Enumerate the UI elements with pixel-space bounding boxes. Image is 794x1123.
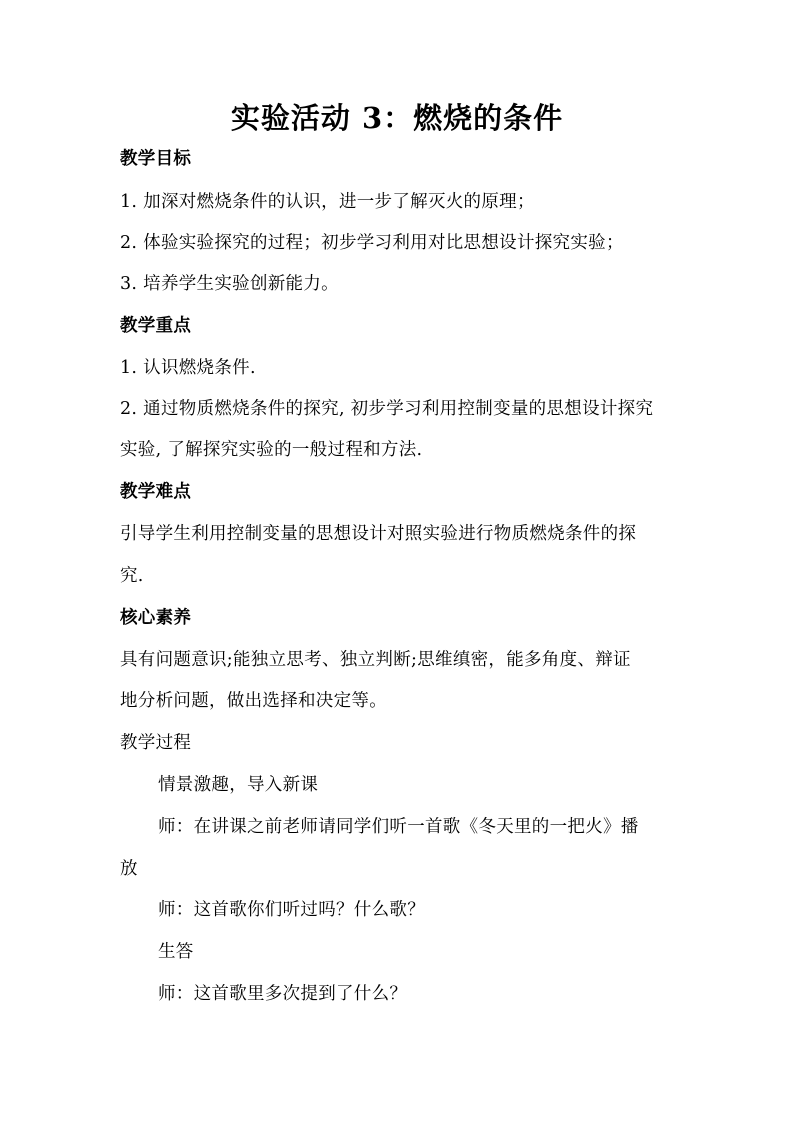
- section-heading-core-literacy: 核心素养: [120, 608, 192, 628]
- process-line: 师：在讲课之前老师请同学们听一首歌《冬天里的一把火》播: [158, 817, 639, 837]
- key-point-item: 2. 通过物质燃烧条件的探究, 初步学习利用控制变量的思想设计探究: [120, 399, 654, 419]
- objective-item: 2. 体验实验探究的过程；初步学习利用对比思想设计探究实验；: [120, 233, 624, 253]
- difficulty-line: 究.: [120, 566, 144, 586]
- section-heading-key-points: 教学重点: [120, 316, 192, 336]
- difficulty-line: 引导学生利用控制变量的思想设计对照实验进行物质燃烧条件的探: [120, 524, 637, 544]
- section-heading-difficulties: 教学难点: [120, 482, 192, 502]
- section-heading-objectives: 教学目标: [120, 149, 192, 169]
- process-line: 放: [120, 859, 138, 879]
- core-literacy-line: 地分析问题，做出选择和决定等。: [120, 691, 387, 711]
- process-line: 生答: [158, 942, 194, 962]
- section-heading-process: 教学过程: [120, 733, 192, 753]
- objective-item: 3. 培养学生实验创新能力。: [120, 274, 339, 294]
- key-point-item: 实验, 了解探究实验的一般过程和方法.: [120, 440, 423, 460]
- process-line: 情景激趣，导入新课: [158, 775, 319, 795]
- core-literacy-line: 具有问题意识;能独立思考、独立判断;思维缜密，能多角度、辩证: [120, 650, 631, 670]
- objective-item: 1. 加深对燃烧条件的认识，进一步了解灭火的原理；: [120, 192, 535, 212]
- process-line: 师：这首歌你们听过吗？什么歌？: [158, 900, 425, 920]
- page-title: 实验活动 3：燃烧的条件: [230, 101, 564, 135]
- key-point-item: 1. 认识燃烧条件.: [120, 358, 256, 378]
- process-line: 师：这首歌里多次提到了什么？: [158, 984, 408, 1004]
